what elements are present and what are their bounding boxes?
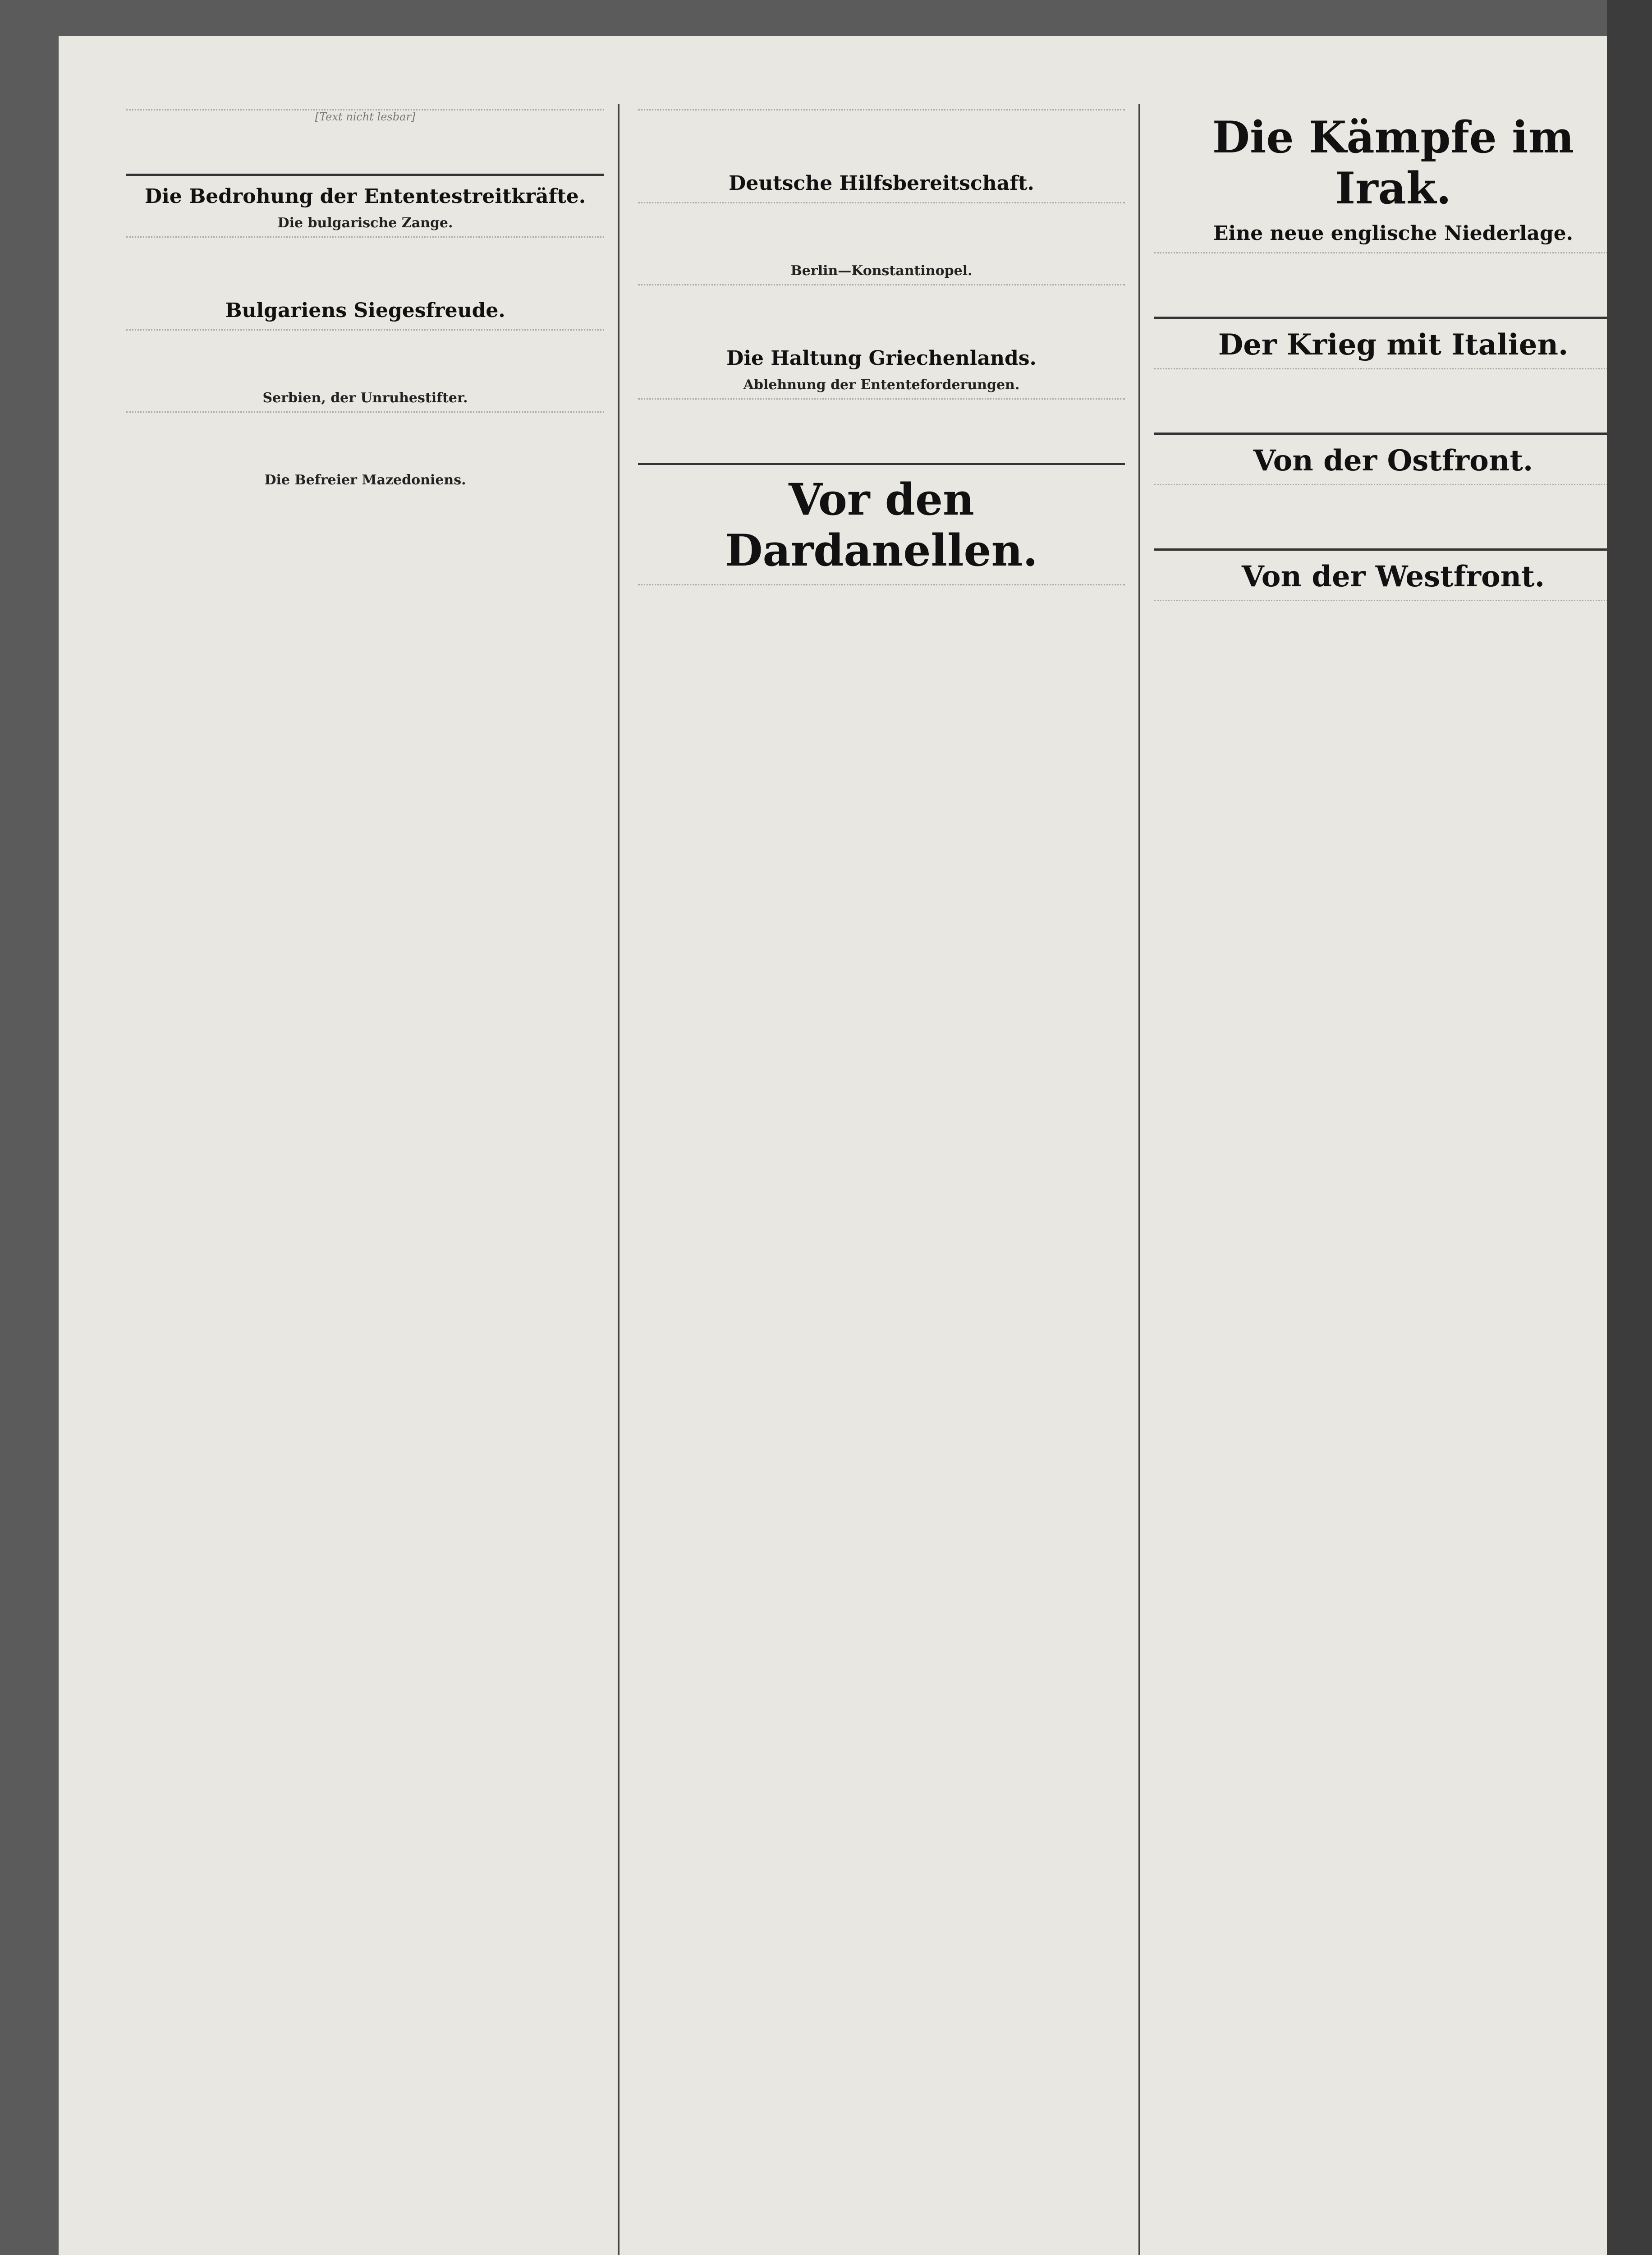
heading: Der Krieg mit Italien. — [1218, 328, 1569, 362]
heading: Die Haltung Griechenlands. — [726, 347, 1037, 370]
subheading: Eine neue englische Niederlage. — [1213, 222, 1574, 245]
subheading: Ablehnung der Ententeforderungen. — [743, 377, 1020, 393]
section-rule — [126, 174, 604, 176]
text-block — [1154, 252, 1632, 308]
heading: Deutsche Hilfsbereitschaft. — [729, 172, 1034, 195]
binding-edge — [1607, 0, 1652, 2255]
section-rule — [1154, 317, 1632, 319]
text-block — [1154, 600, 1632, 655]
column-rule — [618, 104, 620, 2255]
text-block — [1154, 368, 1632, 423]
heading: Die Bedrohung der Ententestreitkräfte. — [144, 185, 586, 208]
text-block: [Text nicht lesbar] — [126, 109, 604, 165]
column-rule — [1138, 104, 1140, 2255]
text-block — [638, 284, 1125, 340]
text-block — [1154, 484, 1632, 539]
heading: Von der Ostfront. — [1253, 444, 1533, 478]
heading: Bulgariens Siegesfreude. — [225, 299, 505, 322]
text-block — [638, 109, 1125, 165]
section-rule — [1154, 548, 1632, 551]
column-3 — [1154, 104, 1632, 661]
subheading: Die bulgarische Zange. — [277, 215, 453, 231]
subheading: Die Befreier Mazedoniens. — [264, 472, 466, 488]
section-rule — [638, 463, 1125, 465]
heading: Von der Westfront. — [1241, 560, 1545, 594]
text-block — [126, 411, 604, 467]
text-block — [126, 329, 604, 385]
subheading: Serbien, der Unruhestifter. — [262, 390, 468, 406]
column-2 — [638, 104, 1125, 645]
text-block — [638, 584, 1125, 640]
subheading: Berlin—Konstantinopel. — [790, 263, 973, 279]
newspaper-page — [59, 36, 1607, 2255]
text-block — [638, 202, 1125, 258]
column-1 — [126, 104, 604, 493]
heading: Die Kämpfe im Irak. — [1212, 112, 1574, 214]
section-rule — [1154, 433, 1632, 435]
text-block — [126, 236, 604, 292]
heading: Vor den Dardanellen. — [725, 474, 1038, 576]
text-block — [638, 398, 1125, 454]
